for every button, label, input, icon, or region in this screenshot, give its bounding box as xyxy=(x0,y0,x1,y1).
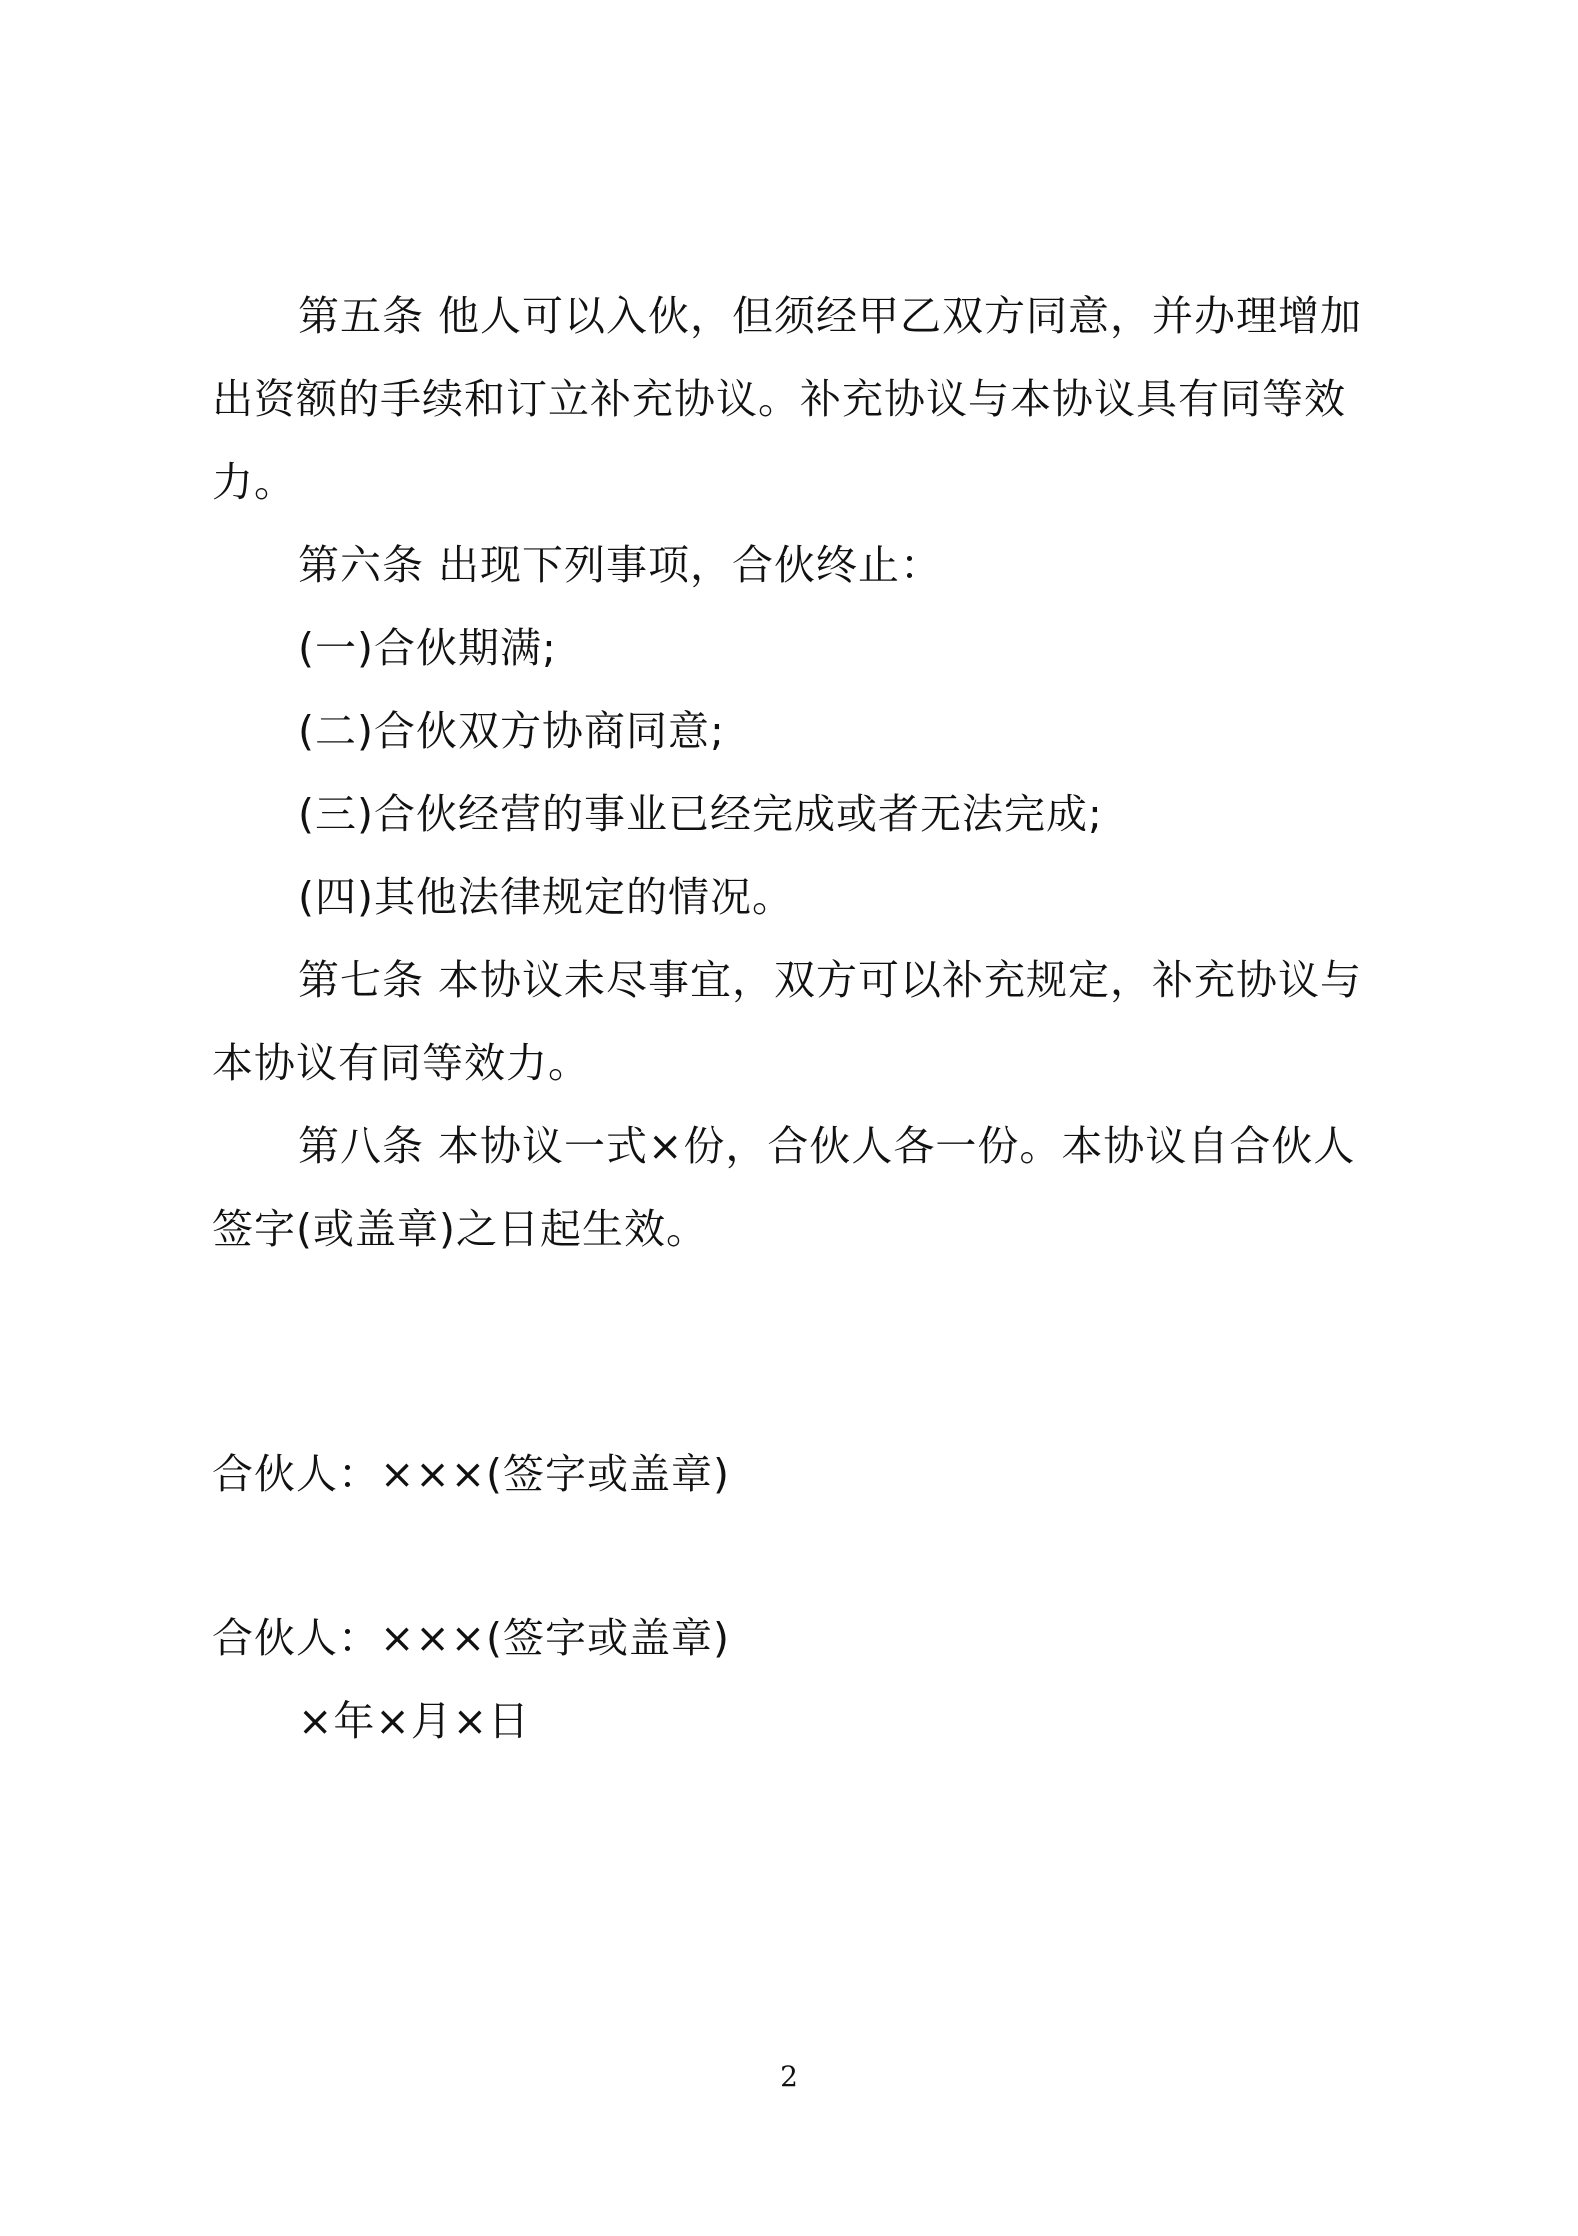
article-5-line-1: 第五条 他人可以入伙，但须经甲乙双方同意，并办理增加 xyxy=(298,292,1363,340)
article-5-line-2: 出资额的手续和订立补充协议。补充协议与本协议具有同等效 xyxy=(212,375,1346,423)
article-7-line-2: 本协议有同等效力。 xyxy=(212,1039,590,1087)
partner-1-signature: 合伙人：×××(签字或盖章) xyxy=(212,1450,731,1498)
article-6-heading: 第六条 出现下列事项，合伙终止： xyxy=(298,541,943,589)
article-7-line-1: 第七条 本协议未尽事宜，双方可以补充规定，补充协议与 xyxy=(298,956,1363,1004)
article-6-item-4: (四)其他法律规定的情况。 xyxy=(298,873,794,921)
article-6-item-1: (一)合伙期满; xyxy=(298,624,557,672)
partner-2-signature: 合伙人：×××(签字或盖章) xyxy=(212,1614,731,1662)
article-8-line-2: 签字(或盖章)之日起生效。 xyxy=(212,1205,708,1253)
article-8-line-1: 第八条 本协议一式×份，合伙人各一份。本协议自合伙人 xyxy=(298,1122,1356,1170)
article-5-line-3: 力。 xyxy=(212,458,296,506)
signature-date: ×年×月×日 xyxy=(298,1697,531,1745)
article-6-item-3: (三)合伙经营的事业已经完成或者无法完成; xyxy=(298,790,1103,838)
page-number: 2 xyxy=(780,2060,798,2093)
article-6-item-2: (二)合伙双方协商同意; xyxy=(298,707,725,755)
